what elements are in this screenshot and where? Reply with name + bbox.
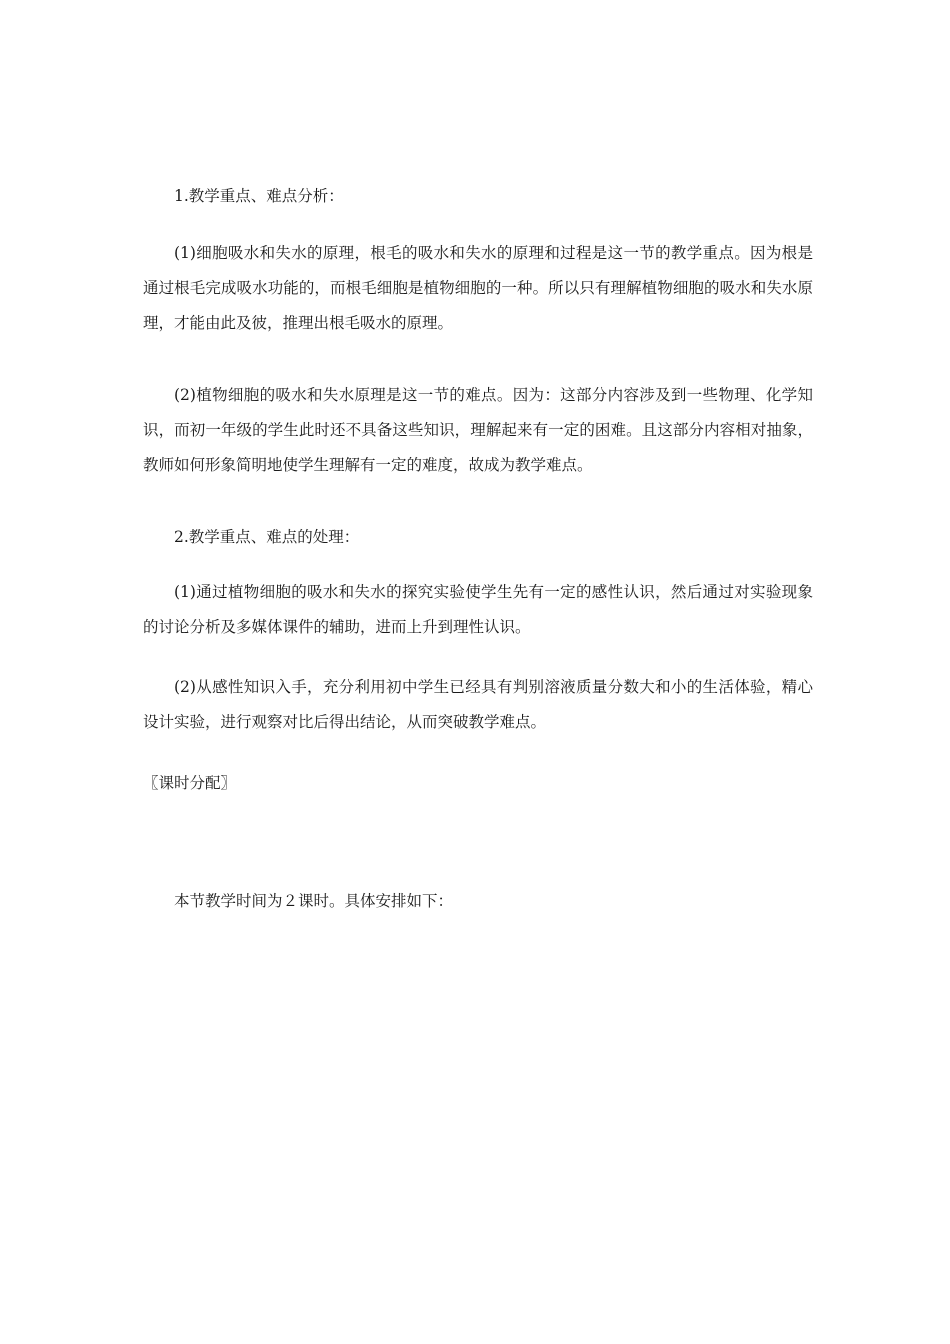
paragraph-handling-method-1: (1)通过植物细胞的吸水和失水的探究实验使学生先有一定的感性认识，然后通过对实验现象的讨论分析及多媒体课件的辅助，进而上升到理性认识。 — [143, 583, 813, 636]
paragraph-key-point-1: (1)细胞吸水和失水的原理，根毛的吸水和失水的原理和过程是这一节的教学重点。因为根是通过根毛完成吸水功能的，而根毛细胞是植物细胞的一种。所以只有理解植物细胞的吸水和失水原理，才能由此及彼，推理出根毛吸水的原理。 — [143, 244, 813, 332]
section-title-class-hours: 〖课时分配〗 — [143, 774, 237, 792]
heading-key-points-handling: 2.教学重点、难点的处理： — [174, 528, 360, 546]
paragraph-schedule: 本节教学时间为２课时。具体安排如下： — [174, 892, 454, 910]
paragraph-difficult-point-2: (2)植物细胞的吸水和失水原理是这一节的难点。因为：这部分内容涉及到一些物理、化学知识，而初一年级的学生此时还不具备这些知识，理解起来有一定的困难。且这部分内容相对抽象，教师如何形象简明地使学生理解有一定的难度，故成为教学难点。 — [143, 386, 813, 474]
heading-key-points-analysis: 1.教学重点、难点分析： — [174, 187, 344, 205]
paragraph-handling-method-2: (2)从感性知识入手，充分利用初中学生已经具有判别溶液质量分数大和小的生活体验，精心设计实验，进行观察对比后得出结论，从而突破教学难点。 — [143, 678, 813, 731]
